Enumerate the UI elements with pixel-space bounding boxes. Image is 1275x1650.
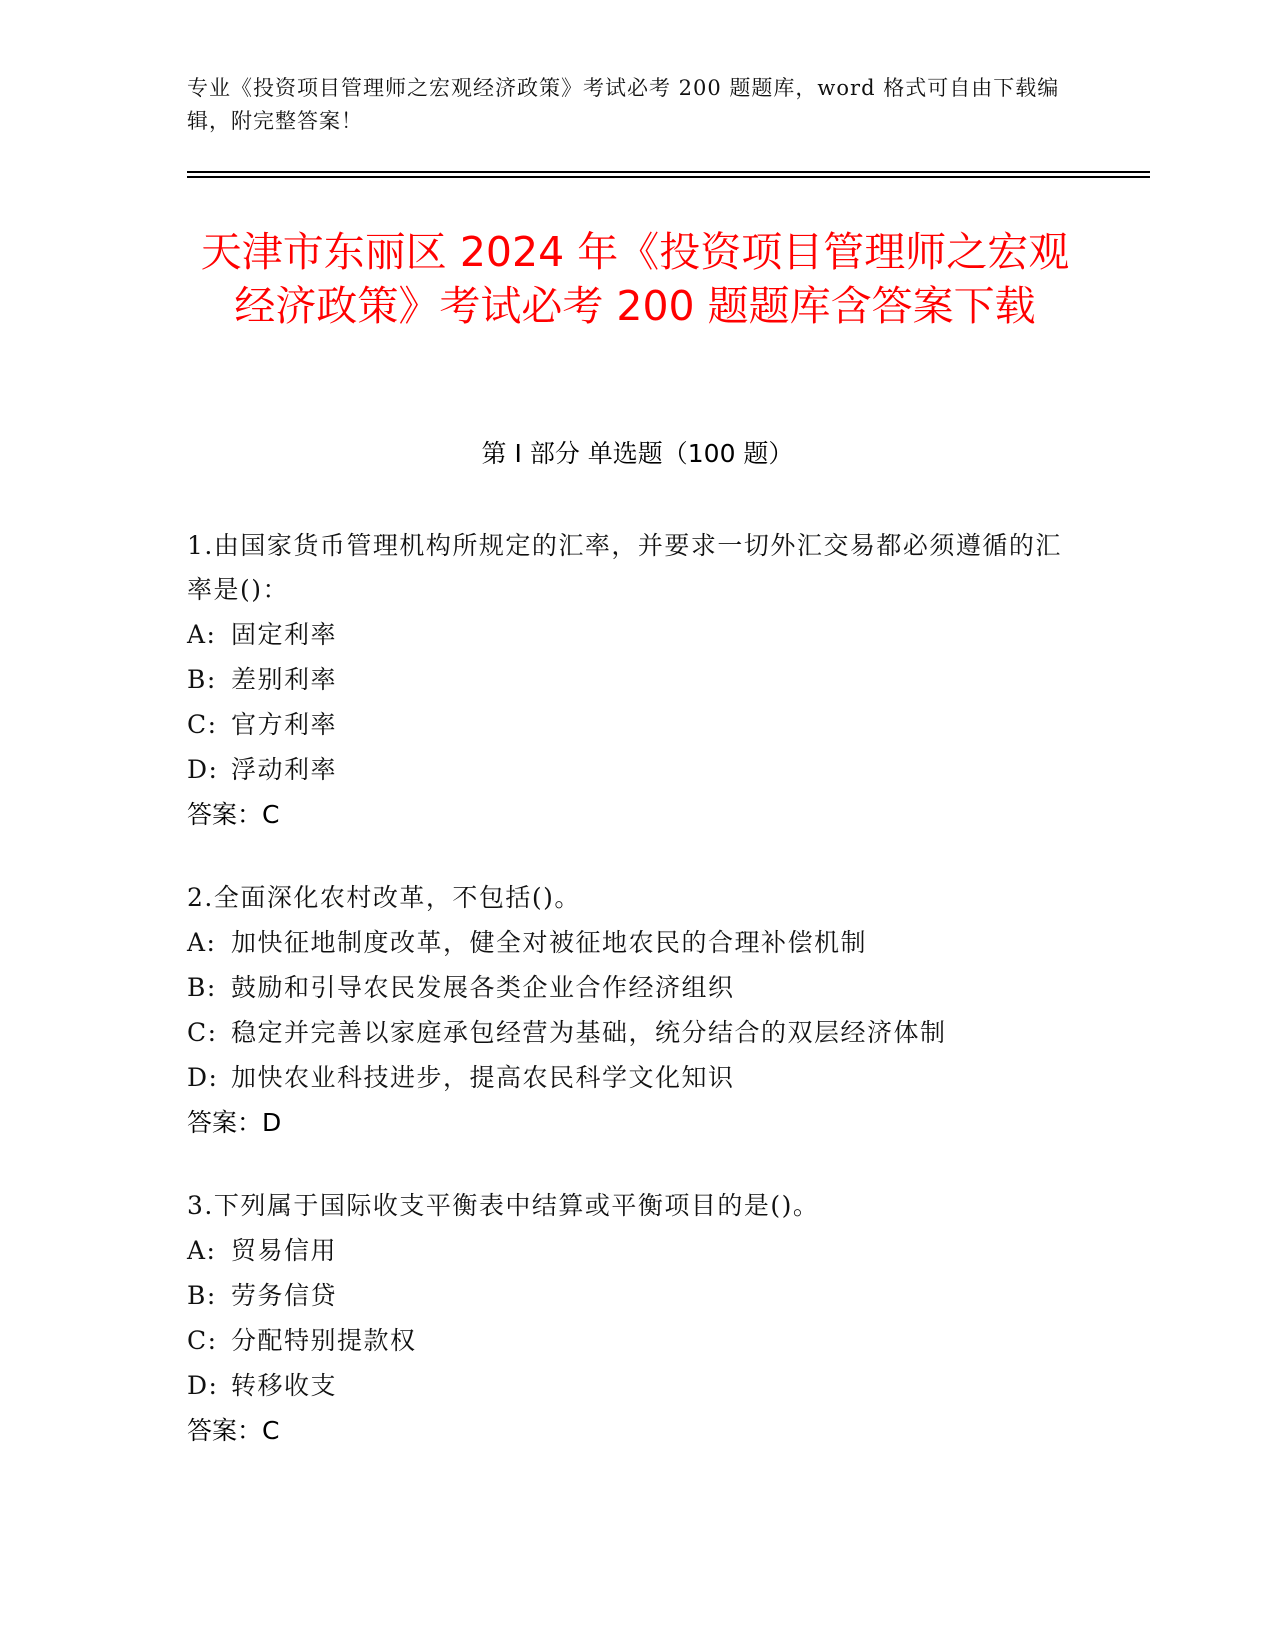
- option-text: 官方利率: [231, 710, 338, 739]
- question-3: [187, 1184, 1077, 1454]
- answer-line: 答案：D: [187, 1108, 282, 1137]
- option-letter: C:: [187, 1018, 218, 1047]
- option-b: [187, 657, 1077, 702]
- option-a: [187, 612, 1077, 657]
- option-text: 固定利率: [231, 620, 338, 649]
- option-text: 鼓励和引导农民发展各类企业合作经济组织: [231, 973, 735, 1002]
- question-list: [187, 524, 1077, 1492]
- option-text: 稳定并完善以家庭承包经营为基础，统分结合的双层经济体制: [231, 1018, 947, 1047]
- option-letter: A:: [187, 620, 217, 649]
- answer-line: 答案：C: [187, 1416, 280, 1445]
- option-text: 差别利率: [231, 665, 338, 694]
- option-text: 转移收支: [231, 1371, 338, 1400]
- option-text: 分配特别提款权: [231, 1326, 417, 1355]
- option-letter: D:: [187, 1371, 219, 1400]
- option-text: 加快农业科技进步，提高农民科学文化知识: [231, 1063, 735, 1092]
- question-2: [187, 876, 1077, 1146]
- option-letter: D:: [187, 1063, 219, 1092]
- question-stem: 2.全面深化农村改革，不包括()。: [187, 883, 581, 912]
- option-letter: D:: [187, 755, 219, 784]
- question-stem: 1.由国家货币管理机构所规定的汇率，并要求一切外汇交易都必须遵循的汇率是()：: [187, 531, 1062, 604]
- header-divider-top: [187, 171, 1150, 173]
- option-a: [187, 1228, 1077, 1273]
- option-d: [187, 747, 1077, 792]
- option-b: [187, 965, 1077, 1010]
- option-letter: C:: [187, 710, 218, 739]
- option-d: [187, 1363, 1077, 1408]
- option-text: 劳务信贷: [231, 1281, 338, 1310]
- option-text: 加快征地制度改革，健全对被征地农民的合理补偿机制: [231, 928, 868, 957]
- option-c: [187, 1010, 1077, 1055]
- option-text: 贸易信用: [231, 1236, 338, 1265]
- section-title: 第 I 部分 单选题（100 题）: [481, 439, 794, 468]
- option-text: 浮动利率: [231, 755, 338, 784]
- option-c: [187, 702, 1077, 747]
- document-title: 天津市东丽区 2024 年《投资项目管理师之宏观经济政策》考试必考 200 题题库含答案下载: [200, 228, 1070, 330]
- option-letter: B:: [187, 973, 217, 1002]
- option-c: [187, 1318, 1077, 1363]
- option-letter: A:: [187, 1236, 217, 1265]
- answer-line: 答案：C: [187, 800, 280, 829]
- option-letter: B:: [187, 665, 217, 694]
- option-d: [187, 1055, 1077, 1100]
- option-letter: B:: [187, 1281, 217, 1310]
- question-1: [187, 524, 1077, 838]
- option-b: [187, 1273, 1077, 1318]
- question-stem: 3.下列属于国际收支平衡表中结算或平衡项目的是()。: [187, 1191, 820, 1220]
- option-letter: A:: [187, 928, 217, 957]
- option-letter: C:: [187, 1326, 218, 1355]
- header-divider-bottom: [187, 176, 1150, 178]
- header-note: 专业《投资项目管理师之宏观经济政策》考试必考 200 题题库，word 格式可自由下载编辑，附完整答案！: [187, 76, 1060, 133]
- option-a: [187, 920, 1077, 965]
